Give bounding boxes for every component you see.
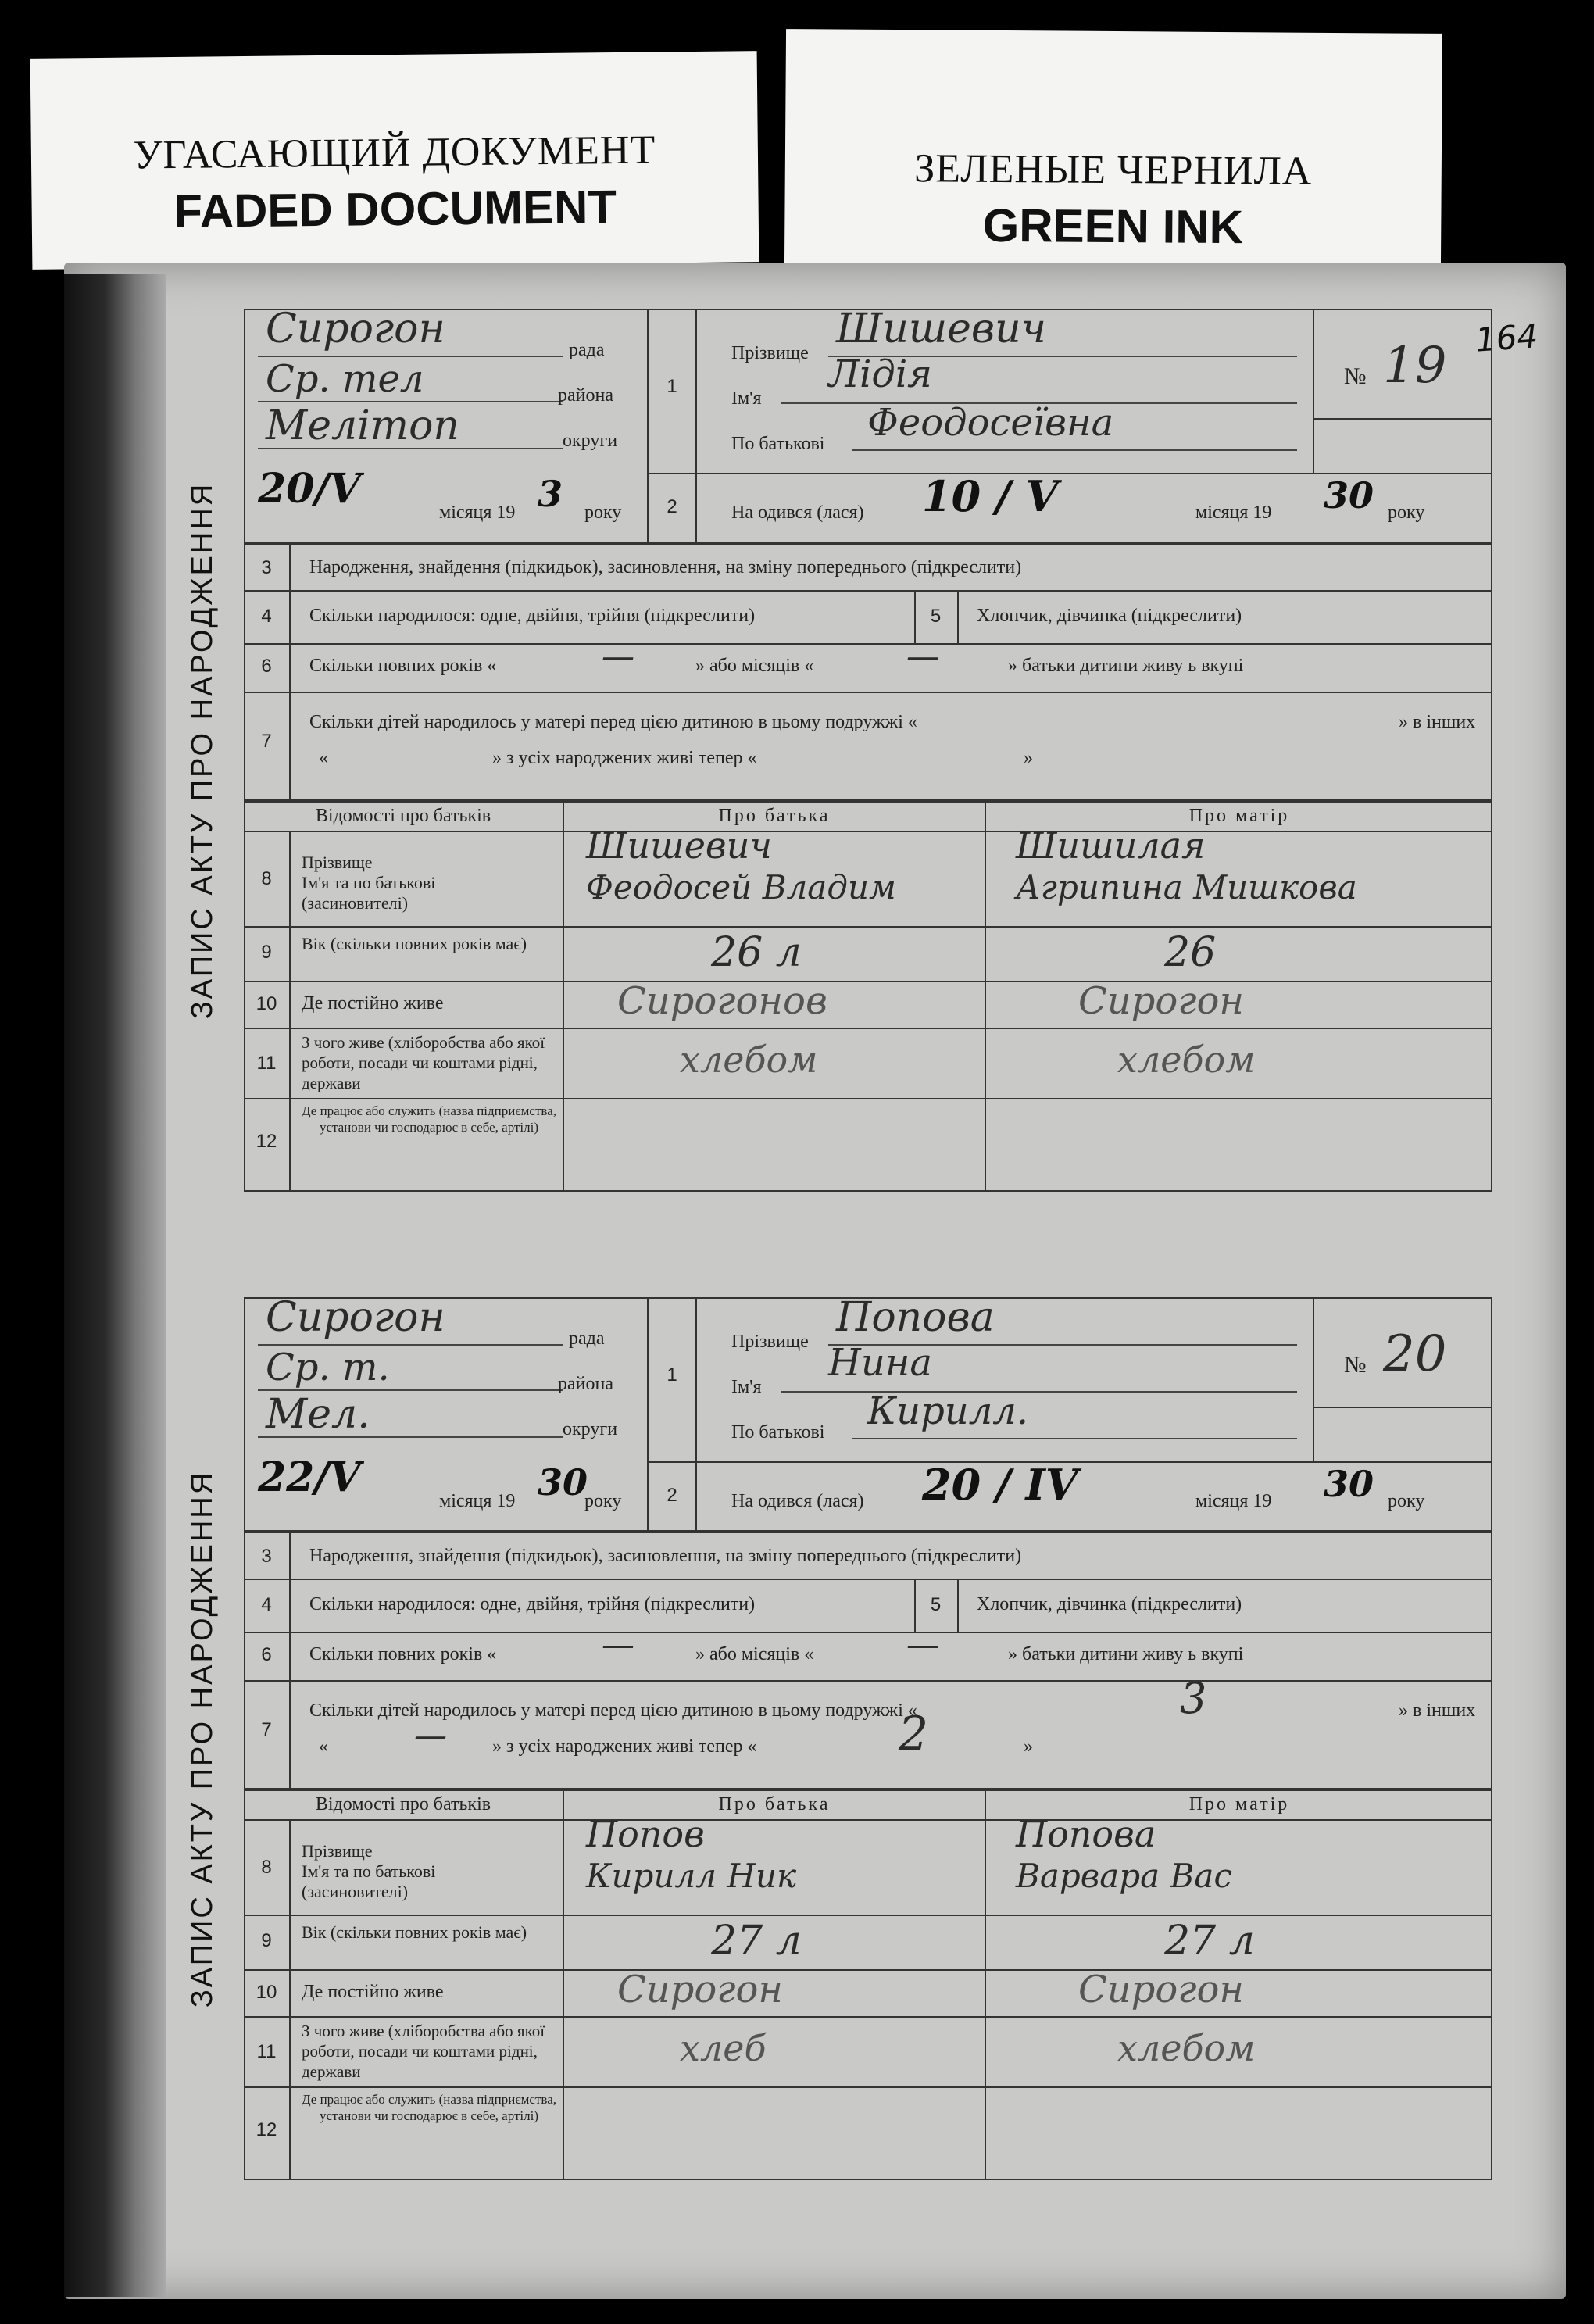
reg-year-label: року — [584, 502, 622, 523]
reg-date-value: 22/V — [258, 1453, 361, 1501]
months-together-value: — — [906, 637, 939, 675]
father-age-value: 26 л — [711, 929, 802, 976]
row5-label: Хлопчик, дівчинка (підкреслити) — [977, 606, 1242, 626]
children-alive-value: 2 — [899, 1707, 929, 1761]
row-number-1: 1 — [667, 1364, 677, 1385]
mother-residence-value: Сирогон — [1078, 1968, 1245, 2011]
name-label: Ім'я — [731, 388, 762, 409]
years-together-value: — — [602, 1625, 634, 1664]
page-number: 164 — [1474, 316, 1539, 359]
father-name-line2: Феодосей Владим — [586, 868, 896, 906]
row6-label-a: Скільки повних років « — [309, 1644, 497, 1664]
row9-label: Вік (скільки повних років має) — [302, 934, 527, 953]
raion-value: Ср. т. — [266, 1346, 390, 1389]
row-number-5: 5 — [930, 1594, 942, 1615]
parents-header: Відомості про батьків — [315, 1794, 491, 1815]
surname-value: Попова — [836, 1294, 995, 1341]
row10-label: Де постійно живе — [302, 1982, 444, 2002]
row-number-12: 12 — [256, 1131, 277, 1152]
row5-label: Хлопчик, дівчинка (підкреслити) — [977, 1594, 1242, 1614]
green-tag-ru: ЗЕЛЕНЫЕ ЧЕРНИЛА — [913, 146, 1313, 194]
reg-year-value: 3 — [538, 473, 563, 515]
row11-label: З чого живе (хліборобства або якої роботи, посади чи коштами рідні, держави — [302, 2022, 545, 2081]
reg-year-label: року — [584, 1491, 622, 1511]
row8-label: Прізвище Ім'я та по батькові (засиновителі) — [302, 1841, 436, 1901]
okruha-value: Мелітоп — [266, 402, 459, 449]
row-number-3: 3 — [261, 557, 272, 578]
row-number-9: 9 — [261, 1930, 272, 1951]
born-label: На одився (лася) — [731, 1491, 864, 1511]
born-label: На одився (лася) — [731, 502, 864, 523]
record-number-value: 19 — [1383, 337, 1447, 395]
row7-label-a: Скільки дітей народилось у матері перед цією дитиною в цьому подружжі « — [309, 712, 917, 732]
raion-label: района — [558, 385, 613, 406]
row11-label: З чого живе (хліборобства або якої роботи, посади чи коштами рідні, держави — [302, 1033, 545, 1092]
row9-label: Вік (скільки повних років має) — [302, 1922, 527, 1942]
green-ink-tag — [784, 29, 1442, 268]
row6-label-c: » батьки дитини живу ь вкупі — [1008, 1644, 1244, 1664]
mother-age-value: 27 л — [1164, 1918, 1255, 1965]
green-tag-en: GREEN INK — [982, 198, 1244, 254]
patronymic-value: Феодосеївна — [867, 401, 1114, 445]
raion-value: Ср. тел — [266, 357, 424, 401]
faded-tag-en: FADED DOCUMENT — [173, 181, 617, 238]
row-number-11: 11 — [256, 2041, 277, 2062]
born-month-label: місяця 19 — [1196, 1491, 1272, 1511]
born-year-label: року — [1388, 502, 1425, 523]
father-name-line2: Кирилл Ник — [586, 1857, 797, 1895]
name-value: Лідія — [828, 352, 932, 396]
mother-age-value: 26 — [1164, 929, 1217, 976]
row-number-2: 2 — [667, 496, 677, 517]
record-number-label: № — [1344, 363, 1367, 389]
faded-document-tag — [30, 51, 759, 270]
row6-label-a: Скільки повних років « — [309, 656, 497, 676]
patronymic-label: По батькові — [731, 1422, 825, 1443]
mother-name-line1: Попова — [1016, 1813, 1156, 1855]
row7-label-d: » з усіх народжених живі тепер « — [492, 1736, 757, 1757]
row-number-7: 7 — [261, 1719, 272, 1740]
record-vertical-title: ЗАПИС АКТУ ПРО НАРОДЖЕННЯ — [186, 481, 220, 1019]
row10-label: Де постійно живе — [302, 993, 444, 1014]
father-residence-value: Сирогон — [617, 1968, 784, 2011]
row-number-6: 6 — [261, 656, 272, 677]
mother-income-value: хлебом — [1117, 1039, 1256, 1081]
father-income-value: хлебом — [680, 1039, 818, 1081]
mother-name-line1: Шишилая — [1016, 824, 1206, 867]
row-number-6: 6 — [261, 1644, 272, 1665]
months-together-value: — — [906, 1625, 939, 1664]
reg-month-label: місяця 19 — [439, 502, 516, 523]
reg-month-label: місяця 19 — [439, 1491, 516, 1511]
row-number-2: 2 — [667, 1485, 677, 1506]
mother-name-line2: Агрипина Мишкова — [1016, 868, 1357, 906]
record-number-value: 20 — [1383, 1325, 1447, 1383]
row-number-4: 4 — [261, 606, 272, 627]
rada-value: Сирогон — [266, 306, 445, 352]
mother-residence-value: Сирогон — [1078, 979, 1245, 1023]
birth-record — [180, 1294, 1492, 2180]
okruha-label: округи — [563, 431, 618, 451]
row6-label-c: » батьки дитини живу ь вкупі — [1008, 656, 1244, 676]
father-name-line1: Попов — [586, 1813, 705, 1855]
patronymic-label: По батькові — [731, 434, 825, 454]
row7-label-b: » в інших — [1399, 712, 1476, 732]
father-header: Про батька — [718, 1794, 831, 1815]
row4-label: Скільки народилося: одне, двійня, трійня (підкреслити) — [309, 1594, 756, 1614]
faded-tag-ru: УГАСАЮЩИЙ ДОКУМЕНТ — [133, 127, 656, 178]
father-income-value: хлеб — [680, 2027, 767, 2069]
record-number-label: № — [1344, 1352, 1367, 1378]
children-before-value: 3 — [1180, 1674, 1207, 1723]
row6-label-b: » або місяців « — [695, 1644, 814, 1664]
row-number-8: 8 — [261, 868, 272, 889]
parents-header: Відомості про батьків — [315, 806, 491, 826]
row12-label: Де працює або служить (назва підприємства, установи чи господарює в себе, артілі) — [301, 1103, 557, 1135]
born-year-label: року — [1388, 1491, 1425, 1511]
record-vertical-title: ЗАПИС АКТУ ПРО НАРОДЖЕННЯ — [186, 1470, 220, 2008]
born-year-value: 30 — [1324, 474, 1374, 517]
row-number-12: 12 — [256, 2119, 277, 2140]
born-date-value: 10 / V — [922, 471, 1059, 521]
row-number-10: 10 — [256, 1982, 277, 2003]
row7-label-c: « — [319, 1736, 328, 1757]
row7-label-c: « — [319, 748, 328, 768]
row12-label: Де працює або служить (назва підприємства, установи чи господарює в себе, артілі) — [301, 2092, 557, 2123]
row-number-7: 7 — [261, 731, 272, 752]
rada-label: рада — [569, 340, 605, 360]
row-number-3: 3 — [261, 1546, 272, 1567]
born-month-label: місяця 19 — [1196, 502, 1272, 523]
mother-income-value: хлебом — [1117, 2027, 1256, 2069]
patronymic-value: Кирилл. — [867, 1389, 1029, 1433]
father-age-value: 27 л — [711, 1918, 802, 1965]
reg-year-value: 30 — [538, 1461, 588, 1503]
birth-record — [180, 306, 1492, 1192]
rada-label: рада — [569, 1328, 605, 1349]
book-spine — [64, 274, 166, 2297]
rada-value: Сирогон — [266, 1294, 445, 1341]
surname-label: Прізвище — [731, 1332, 809, 1352]
row7-label-b: » в інших — [1399, 1700, 1476, 1721]
row8-label: Прізвище Ім'я та по батькові (засиновителі) — [302, 853, 436, 913]
row7-label-e: » — [1024, 748, 1033, 768]
row3-label: Народження, знайдення (підкидьок), засиновлення, на зміну попереднього (підкреслити) — [309, 1546, 1022, 1566]
okruha-label: округи — [563, 1419, 618, 1439]
raion-label: района — [558, 1374, 613, 1394]
years-together-value: — — [602, 637, 634, 675]
row4-label: Скільки народилося: одне, двійня, трійня (підкреслити) — [309, 606, 756, 626]
row3-label: Народження, знайдення (підкидьок), засиновлення, на зміну попереднього (підкреслити) — [309, 557, 1022, 577]
row-number-8: 8 — [261, 1857, 272, 1878]
row7-label-a: Скільки дітей народилось у матері перед цією дитиною в цьому подружжі « — [309, 1700, 917, 1721]
name-value: Нина — [828, 1341, 933, 1385]
reg-date-value: 20/V — [258, 465, 361, 513]
row-number-9: 9 — [261, 942, 272, 963]
row6-label-b: » або місяців « — [695, 656, 814, 676]
children-other-value: — — [414, 1716, 447, 1754]
row7-label-d: » з усіх народжених живі тепер « — [492, 748, 757, 768]
okruha-value: Мел. — [266, 1391, 370, 1438]
father-name-line1: Шишевич — [586, 824, 772, 867]
surname-value: Шишевич — [836, 306, 1046, 352]
father-header: Про батька — [718, 806, 831, 826]
row-number-5: 5 — [930, 606, 942, 627]
row-number-4: 4 — [261, 1594, 272, 1615]
mother-header: Про матір — [1188, 806, 1290, 826]
row-number-10: 10 — [256, 993, 277, 1014]
row7-label-e: » — [1024, 1736, 1033, 1757]
mother-header: Про матір — [1188, 1794, 1290, 1815]
born-year-value: 30 — [1324, 1463, 1374, 1505]
row-number-11: 11 — [256, 1053, 277, 1074]
mother-name-line2: Варвара Вас — [1016, 1857, 1232, 1895]
row-number-1: 1 — [667, 376, 677, 397]
surname-label: Прізвище — [731, 343, 809, 363]
name-label: Ім'я — [731, 1377, 762, 1397]
father-residence-value: Сирогонов — [617, 979, 827, 1023]
born-date-value: 20 / IV — [922, 1460, 1078, 1510]
